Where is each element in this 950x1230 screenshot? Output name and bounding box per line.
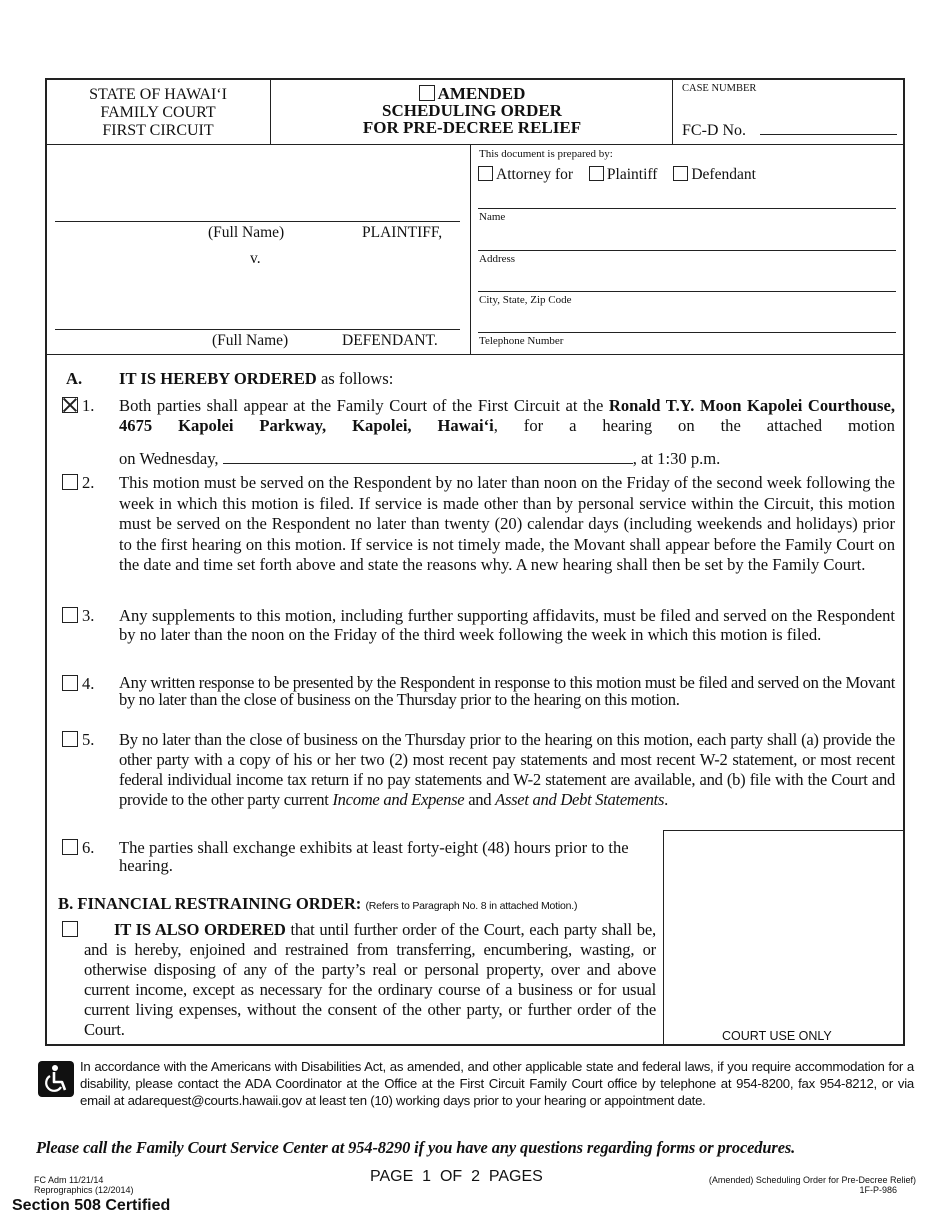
plaintiff-checkbox[interactable] xyxy=(589,166,604,181)
hearing-time-label: , at 1:30 p.m. xyxy=(632,449,721,468)
versus-label: v. xyxy=(250,250,261,267)
court-circuit: FIRST CIRCUIT xyxy=(102,122,214,139)
item-5-checkbox[interactable] xyxy=(62,731,78,747)
case-number-field[interactable] xyxy=(760,120,897,135)
form-adm-date: FC Adm 11/21/14 xyxy=(34,1175,104,1185)
section-b-lead: IT IS ALSO ORDERED xyxy=(114,920,286,939)
court-family: FAMILY COURT xyxy=(100,104,216,121)
item-5-text-pre: By no later than the close of business on the Thursday prior to the hearing on this motion, each party shall (a) provide the other party with a copy of his or her two (2) most recent pay statements and most recent W-2 statement, or most recent federal individual income tax return if no pay statements and W-2 statement are available, and (b) file with the Court and provide to the other party current xyxy=(119,730,895,809)
item-5-text xyxy=(119,730,895,810)
divider xyxy=(672,79,673,145)
item-4-text: Any written response to be presented by the Respondent in response to this motion must be filed and served on the Movant by no later than the close of business on the Thursday prior to the hearing on this motion. xyxy=(119,673,895,709)
item-2-checkbox[interactable] xyxy=(62,474,78,490)
wheelchair-icon-svg xyxy=(38,1061,74,1097)
preparer-options xyxy=(478,166,756,184)
item-6-number: 6. xyxy=(82,838,95,857)
item-2-number: 2. xyxy=(82,473,95,492)
defendant-name-field[interactable] xyxy=(55,310,460,330)
section-b-checkbox[interactable] xyxy=(62,921,78,937)
document-title xyxy=(272,85,672,136)
courthouse-address: Ronald T.Y. Moon Kapolei Courthouse, 4675 Kapolei Parkway, Kapolei, Hawai‘i xyxy=(119,396,895,435)
case-prefix: FC-D No. xyxy=(682,122,747,139)
name-label: Name xyxy=(479,211,506,223)
divider xyxy=(46,354,904,355)
court-use-box xyxy=(663,830,905,1046)
section-a-letter: A. xyxy=(66,369,83,388)
section-a-heading-rest: as follows: xyxy=(316,369,394,388)
item-3-number: 3. xyxy=(82,606,95,625)
court-state: STATE OF HAWAI‘I xyxy=(89,86,227,103)
attorney-checkbox[interactable] xyxy=(478,166,493,181)
item-3-text: Any supplements to this motion, including further supporting affidavits, must be filed and served on the Respondent by no later than the noon on the Friday of the third week following the week in which this motion is filed. xyxy=(119,606,895,644)
amended-label: AMENDED xyxy=(437,84,526,103)
section-b-note: (Refers to Paragraph No. 8 in attached Motion.) xyxy=(365,900,578,912)
reprographics-date: Reprographics (12/2014) xyxy=(34,1185,134,1195)
court-name xyxy=(48,86,268,140)
page-number: PAGE 1 OF 2 PAGES xyxy=(370,1168,543,1185)
item-5-text-post: . xyxy=(664,790,668,809)
telephone-label: Telephone Number xyxy=(479,335,564,347)
court-use-label: COURT USE ONLY xyxy=(722,1029,832,1043)
item-4-number: 4. xyxy=(82,674,95,693)
city-label: City, State, Zip Code xyxy=(479,294,572,306)
divider xyxy=(270,79,271,145)
address-label: Address xyxy=(479,253,516,265)
city-field[interactable] xyxy=(478,291,896,292)
title-line-1: SCHEDULING ORDER xyxy=(382,101,562,120)
defendant-fullname-label: (Full Name) xyxy=(212,332,289,349)
plaintiff-fullname-label: (Full Name) xyxy=(208,224,285,241)
item-2-text: This motion must be served on the Respondent by no later than noon on the Friday of the second week following the week in which this motion is filed. If service is made other than by personal service within the Circuit, this motion must be served on the Respondent no later than twenty (20) calendar days (including weekends and holidays) prior to the first hearing on this motion. If service is not timely made, the Movant shall appear before the Family Court on the date and time set forth above and state the reasons why. A new hearing shall then be set by the Family Court. xyxy=(119,473,895,574)
item-6-text: The parties shall exchange exhibits at least forty-eight (48) hours prior to the hearing. xyxy=(119,838,629,875)
amended-checkbox[interactable] xyxy=(419,85,435,101)
form-title-footer: (Amended) Scheduling Order for Pre-Decree Relief) xyxy=(708,1175,916,1185)
wheelchair-icon xyxy=(38,1061,74,1097)
section-a-heading-bold: IT IS HEREBY ORDERED xyxy=(119,369,317,388)
form-number: 1F-P-986 xyxy=(859,1185,897,1195)
defendant-label: DEFENDANT. xyxy=(342,332,438,349)
section-b-body: that until further order of the Court, each party shall be, and is hereby, enjoined and restrained from transferring, encumbering, wasting, or otherwise disposing of any of the party’s real or personal property, over and above current income, except as necessary for the ordinary course of a business or for usual current living expenses, without the consent of the other party, or further order of the Court. xyxy=(84,920,656,1039)
item-3-checkbox[interactable] xyxy=(62,607,78,623)
item-1-text-post: , for a hearing on the attached motion xyxy=(493,416,895,435)
on-wednesday-label: on Wednesday, xyxy=(119,449,219,468)
item-5-text-mid: and xyxy=(464,790,496,809)
divider xyxy=(46,144,904,145)
item-1-text xyxy=(119,396,895,436)
item-4-checkbox[interactable] xyxy=(62,675,78,691)
item-1-date-line xyxy=(119,449,720,469)
section-b-heading-row xyxy=(58,894,577,916)
hearing-date-field[interactable] xyxy=(223,449,633,464)
defendant-checkbox[interactable] xyxy=(673,166,688,181)
plaintiff-option-label: Plaintiff xyxy=(606,166,658,183)
item-1-checkbox[interactable] xyxy=(62,397,78,413)
case-number-label: CASE NUMBER xyxy=(682,83,757,94)
item-1-number: 1. xyxy=(82,396,95,415)
defendant-option-label: Defendant xyxy=(691,166,756,183)
plaintiff-name-field[interactable] xyxy=(55,200,460,222)
item-1-text-pre: Both parties shall appear at the Family Court of the First Circuit at the xyxy=(119,396,609,415)
income-expense-title: Income and Expense xyxy=(332,790,465,809)
section-508-label: Section 508 Certified xyxy=(12,1197,171,1214)
asset-debt-title: Asset and Debt Statements xyxy=(495,790,665,809)
section-a-heading xyxy=(119,369,393,389)
prepared-by-label: This document is prepared by: xyxy=(479,148,613,160)
telephone-field[interactable] xyxy=(478,332,896,333)
item-5-number: 5. xyxy=(82,730,95,749)
section-b-heading: B. FINANCIAL RESTRAINING ORDER: xyxy=(58,894,362,913)
amended-row xyxy=(272,85,672,102)
title-line-2: FOR PRE-DECREE RELIEF xyxy=(362,118,582,137)
address-field[interactable] xyxy=(478,250,896,251)
plaintiff-label: PLAINTIFF, xyxy=(362,224,443,241)
divider xyxy=(470,144,471,354)
item-6-checkbox[interactable] xyxy=(62,839,78,855)
service-center-notice: Please call the Family Court Service Center at 954-8290 if you have any questions regarding forms or procedures. xyxy=(36,1138,796,1157)
name-field[interactable] xyxy=(478,208,896,209)
section-b-text xyxy=(84,920,656,1040)
attorney-label: Attorney for xyxy=(496,166,574,183)
ada-notice: In accordance with the Americans with Disabilities Act, as amended, and other applicable state and federal laws, if you require accommodation for a disability, please contact the ADA Coordinator at the Office at the First Circuit Family Court office by telephone at 954-8200, fax 954-8212, or via email at adarequest@courts.hawaii.gov at least ten (10) working days prior to your hearing or appointment date. xyxy=(80,1059,914,1108)
